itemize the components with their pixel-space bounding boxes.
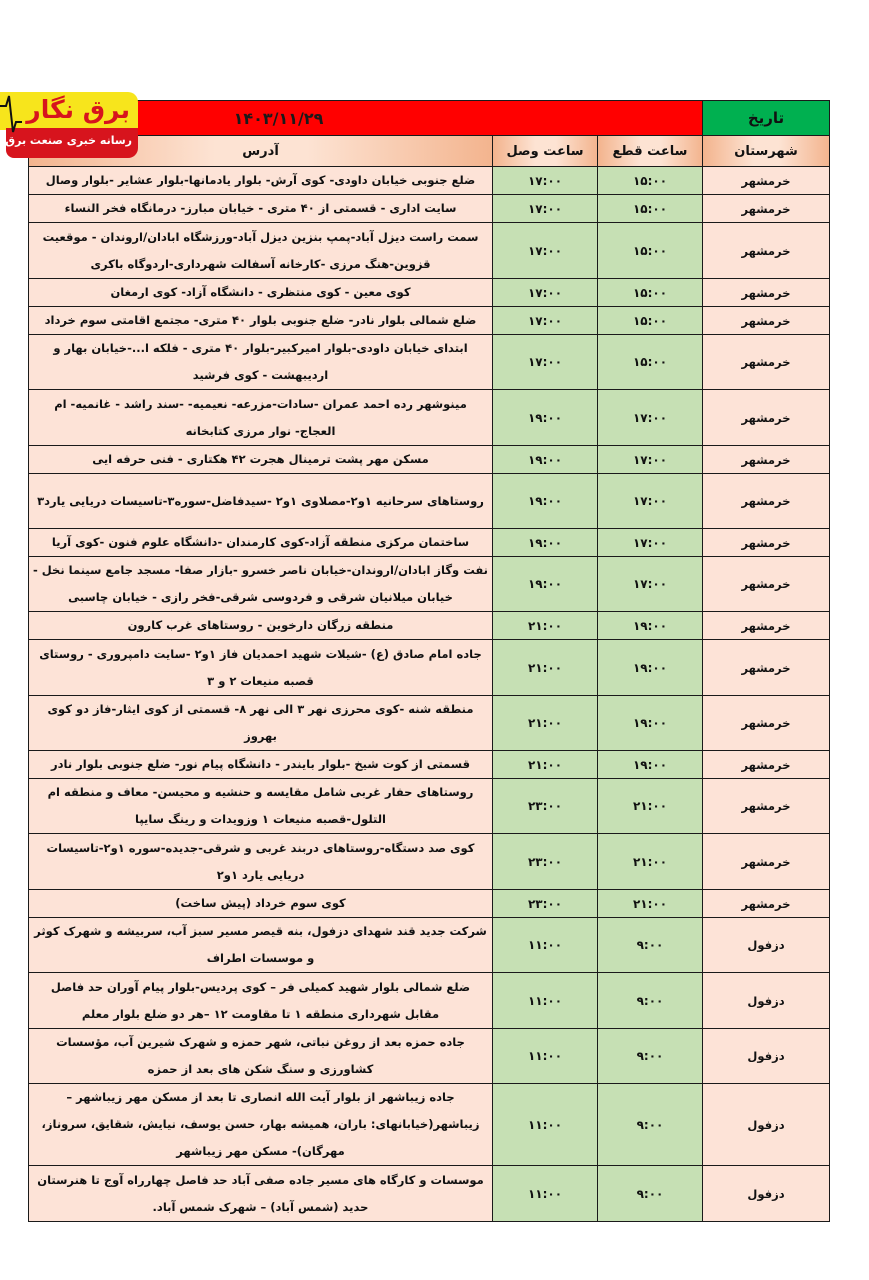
table-row bbox=[29, 918, 830, 973]
city-cell: خرمشهر bbox=[703, 223, 830, 279]
restore-time-cell: ۲۳:۰۰ bbox=[493, 779, 598, 834]
table-row bbox=[29, 474, 830, 529]
city-cell: خرمشهر bbox=[703, 696, 830, 751]
table-row bbox=[29, 612, 830, 640]
cut-time-cell: ۱۹:۰۰ bbox=[598, 751, 703, 779]
date-label: تاریخ bbox=[703, 101, 830, 136]
cut-time-cell: ۱۷:۰۰ bbox=[598, 446, 703, 474]
header-city: شهرستان bbox=[703, 136, 830, 167]
table-row bbox=[29, 335, 830, 390]
restore-time-cell: ۱۹:۰۰ bbox=[493, 474, 598, 529]
city-cell: دزفول bbox=[703, 1166, 830, 1222]
address-cell: ضلع شمالی بلوار نادر- ضلع جنوبی بلوار ۴۰ متری- مجتمع اقامتی سوم خرداد bbox=[29, 307, 493, 335]
cut-time-cell: ۹:۰۰ bbox=[598, 918, 703, 973]
table-row bbox=[29, 834, 830, 890]
address-cell: روستاهای سرحانیه ۱و۲-مصلاوی ۱و۲ -سیدفاضل-سوره۳-تاسیسات دریایی یارد۳ bbox=[29, 474, 493, 529]
cut-time-cell: ۲۱:۰۰ bbox=[598, 890, 703, 918]
header-cut-time: ساعت قطع bbox=[598, 136, 703, 167]
city-cell: دزفول bbox=[703, 1029, 830, 1084]
city-cell: خرمشهر bbox=[703, 390, 830, 446]
city-cell: دزفول bbox=[703, 973, 830, 1029]
restore-time-cell: ۱۷:۰۰ bbox=[493, 335, 598, 390]
restore-time-cell: ۲۳:۰۰ bbox=[493, 834, 598, 890]
city-cell: خرمشهر bbox=[703, 779, 830, 834]
date-value: ۱۴۰۳/۱۱/۲۹ bbox=[29, 101, 703, 136]
address-cell: ضلع جنوبی خیابان داودی- کوی آرش- بلوار یادمانها-بلوار عشایر -بلوار وصال bbox=[29, 167, 493, 195]
table-row bbox=[29, 890, 830, 918]
header-restore-time: ساعت وصل bbox=[493, 136, 598, 167]
address-cell: منطقه شنه -کوی محرزی نهر ۳ الی نهر ۸- قسمتی از کوی ایثار-فاز دو کوی بهروز bbox=[29, 696, 493, 751]
restore-time-cell: ۱۱:۰۰ bbox=[493, 1029, 598, 1084]
table-row bbox=[29, 307, 830, 335]
address-cell: سمت راست دیزل آباد-پمپ بنزین دیزل آباد-ورزشگاه ابادان/اروندان - موقعیت قزوین-هنگ مرزی -کارخانه آسفالت شهرداری-اردوگاه باکری bbox=[29, 223, 493, 279]
address-cell: ابتدای خیابان داودی-بلوار امیرکبیر-بلوار ۴۰ متری - فلکه ا...-خیابان بهار و اردیبهشت - کوی فرشید bbox=[29, 335, 493, 390]
cut-time-cell: ۲۱:۰۰ bbox=[598, 834, 703, 890]
table-row bbox=[29, 390, 830, 446]
address-cell: قسمتی از کوت شیخ -بلوار بایندر - دانشگاه پیام نور- ضلع جنوبی بلوار نادر bbox=[29, 751, 493, 779]
restore-time-cell: ۱۹:۰۰ bbox=[493, 390, 598, 446]
table-row bbox=[29, 640, 830, 696]
restore-time-cell: ۲۱:۰۰ bbox=[493, 640, 598, 696]
address-cell: کوی معین - کوی منتظری - دانشگاه آزاد- کوی ارمغان bbox=[29, 279, 493, 307]
table-row bbox=[29, 223, 830, 279]
pulse-line-icon bbox=[0, 92, 30, 164]
cut-time-cell: ۱۷:۰۰ bbox=[598, 474, 703, 529]
table-row bbox=[29, 446, 830, 474]
cut-time-cell: ۱۵:۰۰ bbox=[598, 279, 703, 307]
restore-time-cell: ۲۳:۰۰ bbox=[493, 890, 598, 918]
city-cell: خرمشهر bbox=[703, 751, 830, 779]
outage-schedule-sheet bbox=[28, 100, 830, 1222]
cut-time-cell: ۱۷:۰۰ bbox=[598, 390, 703, 446]
restore-time-cell: ۱۷:۰۰ bbox=[493, 195, 598, 223]
table-row bbox=[29, 167, 830, 195]
cut-time-cell: ۱۵:۰۰ bbox=[598, 167, 703, 195]
address-cell: مینوشهر رده احمد عمران -سادات-مزرعه- نعیمیه- -سند راشد - غانمیه- ام العجاج- نوار مرزی کتابخانه bbox=[29, 390, 493, 446]
table-row bbox=[29, 696, 830, 751]
table-row bbox=[29, 973, 830, 1029]
restore-time-cell: ۱۹:۰۰ bbox=[493, 529, 598, 557]
restore-time-cell: ۱۱:۰۰ bbox=[493, 1166, 598, 1222]
cut-time-cell: ۱۵:۰۰ bbox=[598, 223, 703, 279]
cut-time-cell: ۱۹:۰۰ bbox=[598, 696, 703, 751]
table-row bbox=[29, 279, 830, 307]
address-cell: ساختمان مرکزی منطقه آزاد-کوی کارمندان -دانشگاه علوم فنون -کوی آریا bbox=[29, 529, 493, 557]
cut-time-cell: ۱۷:۰۰ bbox=[598, 557, 703, 612]
logo-subtitle: رسانه خبری صنعت برق bbox=[5, 134, 132, 147]
city-cell: خرمشهر bbox=[703, 834, 830, 890]
city-cell: خرمشهر bbox=[703, 446, 830, 474]
table-row bbox=[29, 1166, 830, 1222]
restore-time-cell: ۱۹:۰۰ bbox=[493, 557, 598, 612]
city-cell: دزفول bbox=[703, 918, 830, 973]
address-cell: سایت اداری - قسمتی از ۴۰ متری - خیابان مبارز- درمانگاه فخر النساء bbox=[29, 195, 493, 223]
address-cell: جاده حمزه بعد از روغن نباتی، شهر حمزه و شهرک شیرین آب، مؤسسات کشاورزی و سنگ شکن های بعد از حمزه bbox=[29, 1029, 493, 1084]
city-cell: خرمشهر bbox=[703, 195, 830, 223]
city-cell: خرمشهر bbox=[703, 474, 830, 529]
restore-time-cell: ۲۱:۰۰ bbox=[493, 696, 598, 751]
logo-title: برق نگار bbox=[26, 95, 130, 124]
city-cell: خرمشهر bbox=[703, 890, 830, 918]
outage-table bbox=[28, 100, 830, 1222]
cut-time-cell: ۹:۰۰ bbox=[598, 1084, 703, 1166]
brand-logo bbox=[0, 92, 140, 164]
restore-time-cell: ۱۱:۰۰ bbox=[493, 918, 598, 973]
restore-time-cell: ۱۷:۰۰ bbox=[493, 167, 598, 195]
address-cell: منطقه زرگان دارخوین - روستاهای غرب کارون bbox=[29, 612, 493, 640]
cut-time-cell: ۱۵:۰۰ bbox=[598, 307, 703, 335]
table-row bbox=[29, 779, 830, 834]
restore-time-cell: ۲۱:۰۰ bbox=[493, 612, 598, 640]
city-cell: خرمشهر bbox=[703, 557, 830, 612]
address-cell: موسسات و کارگاه های مسیر جاده صفی آباد حد فاصل چهارراه آوج تا هنرستان حدید (شمس آباد) – شهرک شمس آباد. bbox=[29, 1166, 493, 1222]
restore-time-cell: ۱۹:۰۰ bbox=[493, 446, 598, 474]
cut-time-cell: ۹:۰۰ bbox=[598, 1029, 703, 1084]
address-cell: ضلع شمالی بلوار شهید کمیلی فر – کوی پردیس-بلوار پیام آوران حد فاصل مقابل شهرداری منطقه ۱ تا مقاومت ۱۲ –هر دو ضلع بلوار معلم bbox=[29, 973, 493, 1029]
city-cell: دزفول bbox=[703, 1084, 830, 1166]
table-row bbox=[29, 751, 830, 779]
city-cell: خرمشهر bbox=[703, 640, 830, 696]
table-row bbox=[29, 529, 830, 557]
restore-time-cell: ۱۷:۰۰ bbox=[493, 279, 598, 307]
table-row bbox=[29, 195, 830, 223]
cut-time-cell: ۱۵:۰۰ bbox=[598, 335, 703, 390]
address-cell: جاده امام صادق (ع) -شیلات شهید احمدیان فاز ۱و۲ -سایت دامپروری - روستای قصبه منیعات ۲ و ۳ bbox=[29, 640, 493, 696]
address-cell: مسکن مهر پشت ترمینال هجرت ۴۲ هکتاری - فنی حرفه ایی bbox=[29, 446, 493, 474]
header-row bbox=[29, 136, 830, 167]
address-cell: شرکت جدید قند شهدای دزفول، بنه قیصر مسیر سبز آب، سربیشه و شهرک کوثر و موسسات اطراف bbox=[29, 918, 493, 973]
restore-time-cell: ۲۱:۰۰ bbox=[493, 751, 598, 779]
city-cell: خرمشهر bbox=[703, 335, 830, 390]
city-cell: خرمشهر bbox=[703, 612, 830, 640]
address-cell: کوی صد دستگاه-روستاهای دربند غربی و شرقی-جدیده-سوره ۱و۲-تاسیسات دریایی یارد ۱و۲ bbox=[29, 834, 493, 890]
cut-time-cell: ۹:۰۰ bbox=[598, 973, 703, 1029]
address-cell: نفت وگاز ابادان/اروندان-خیابان ناصر خسرو -بازار صفا- مسجد جامع سینما نخل - خیابان میلانیان شرقی و فردوسی شرقی-فخر رازی - خیابان چاسبی bbox=[29, 557, 493, 612]
table-row bbox=[29, 1029, 830, 1084]
city-cell: خرمشهر bbox=[703, 279, 830, 307]
restore-time-cell: ۱۷:۰۰ bbox=[493, 307, 598, 335]
table-row bbox=[29, 557, 830, 612]
restore-time-cell: ۱۱:۰۰ bbox=[493, 1084, 598, 1166]
city-cell: خرمشهر bbox=[703, 307, 830, 335]
city-cell: خرمشهر bbox=[703, 167, 830, 195]
header-address: آدرس bbox=[29, 136, 493, 167]
cut-time-cell: ۱۵:۰۰ bbox=[598, 195, 703, 223]
address-cell: روستاهای حفار غربی شامل مقایسه و حنشیه و محیسن- معاف و منطقه ام التلول-قصبه منیعات ۱ وزویدات و رینگ سایپا bbox=[29, 779, 493, 834]
restore-time-cell: ۱۱:۰۰ bbox=[493, 973, 598, 1029]
restore-time-cell: ۱۷:۰۰ bbox=[493, 223, 598, 279]
address-cell: کوی سوم خرداد (پیش ساخت) bbox=[29, 890, 493, 918]
address-cell: جاده زیباشهر از بلوار آیت الله انصاری تا بعد از مسکن مهر زیباشهر – زیباشهر(خیابانهای: باران، همیشه بهار، حسن یوسف، نیایش، شقایق، سروناز، مهرگان)- مسکن مهر زیباشهر bbox=[29, 1084, 493, 1166]
cut-time-cell: ۱۹:۰۰ bbox=[598, 640, 703, 696]
date-row bbox=[29, 101, 830, 136]
table-row bbox=[29, 1084, 830, 1166]
cut-time-cell: ۱۹:۰۰ bbox=[598, 612, 703, 640]
cut-time-cell: ۲۱:۰۰ bbox=[598, 779, 703, 834]
cut-time-cell: ۹:۰۰ bbox=[598, 1166, 703, 1222]
cut-time-cell: ۱۷:۰۰ bbox=[598, 529, 703, 557]
city-cell: خرمشهر bbox=[703, 529, 830, 557]
